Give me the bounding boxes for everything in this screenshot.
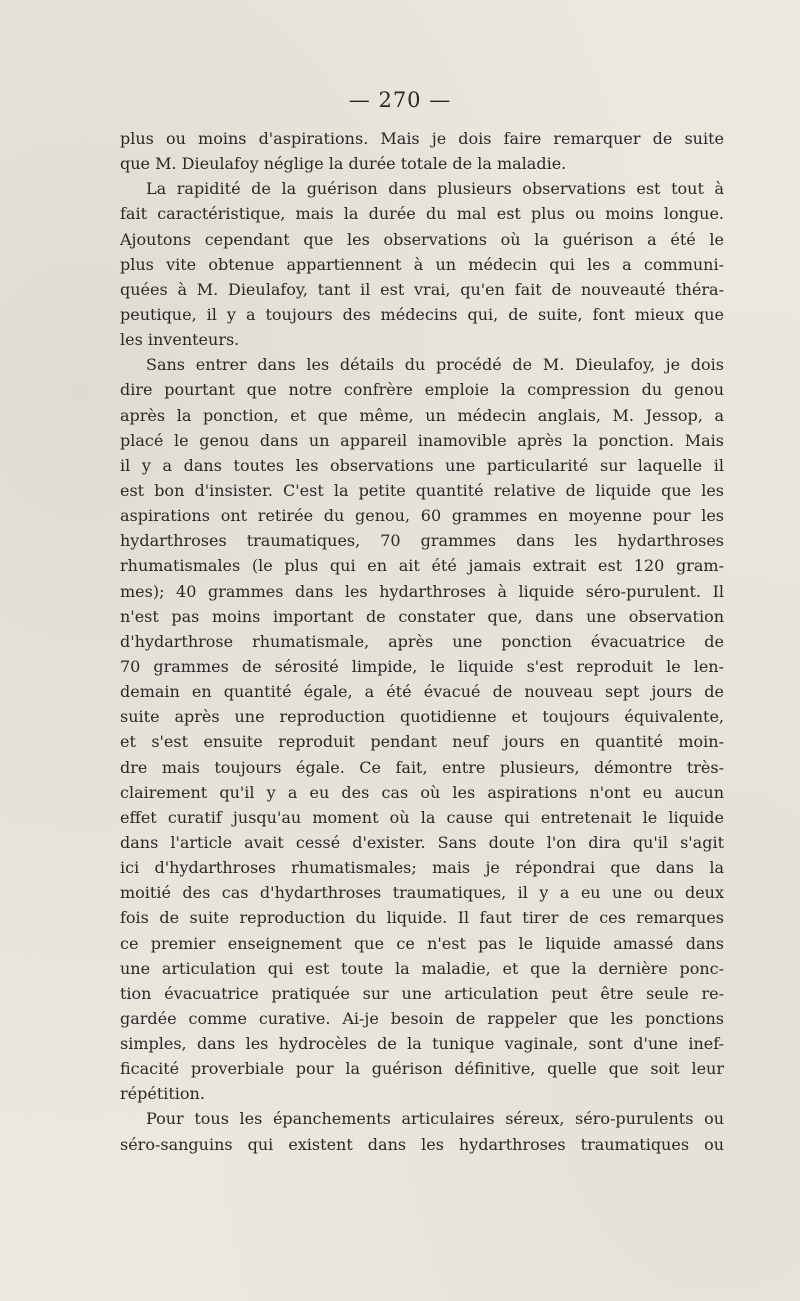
- text-line: 70 grammes de sérosité limpide, le liquide s'est reproduit le len-: [120, 656, 724, 676]
- text-line: dans l'article avait cessé d'exister. Sans doute l'on dira qu'il s'agit: [120, 832, 724, 852]
- text-line: fait caractéristique, mais la durée du mal est plus ou moins longue.: [120, 204, 724, 224]
- text-line: ficacité proverbiale pour la guérison définitive, quelle que soit leur: [120, 1059, 724, 1079]
- text-line: il y a dans toutes les observations une particularité sur laquelle il: [120, 455, 724, 475]
- text-line: demain en quantité égale, a été évacué de nouveau sept jours de: [120, 682, 724, 702]
- text-line: d'hydarthrose rhumatismale, après une ponction évacuatrice de: [120, 631, 724, 651]
- text-line: une articulation qui est toute la maladie, et que la dernière ponc-: [120, 958, 724, 978]
- text-line: dire pourtant que notre confrère emploie la compression du genou: [120, 380, 724, 400]
- text-line: dre mais toujours égale. Ce fait, entre plusieurs, démontre très-: [120, 757, 724, 777]
- text-line: est bon d'insister. C'est la petite quantité relative de liquide que les: [120, 480, 724, 500]
- page-number: — 270 —: [348, 88, 452, 112]
- text-line: rhumatismales (le plus qui en ait été jamais extrait est 120 gram-: [120, 556, 724, 576]
- text-body: [120, 126, 724, 1157]
- text-line: placé le genou dans un appareil inamovible après la ponction. Mais: [120, 430, 724, 450]
- text-line: fois de suite reproduction du liquide. Il faut tirer de ces remarques: [120, 908, 724, 928]
- text-line: n'est pas moins important de constater que, dans une observation: [120, 606, 724, 626]
- text-line: peutique, il y a toujours des médecins qui, de suite, font mieux que: [120, 304, 724, 324]
- text-line: aspirations ont retirée du genou, 60 grammes en moyenne pour les: [120, 506, 724, 526]
- text-line: Sans entrer dans les détails du procédé de M. Dieulafoy, je dois: [146, 355, 724, 375]
- text-line: moitié des cas d'hydarthroses traumatiques, il y a eu une ou deux: [120, 883, 724, 903]
- text-line: effet curatif jusqu'au moment où la cause qui entretenait le liquide: [120, 807, 724, 827]
- text-line: suite après une reproduction quotidienne et toujours équivalente,: [120, 707, 724, 727]
- text-line: Ajoutons cependant que les observations où la guérison a été le: [120, 229, 724, 249]
- text-line: plus ou moins d'aspirations. Mais je dois faire remarquer de suite: [120, 129, 724, 148]
- text-line: et s'est ensuite reproduit pendant neuf jours en quantité moin-: [120, 732, 724, 752]
- text-line: quées à M. Dieulafoy, tant il est vrai, qu'en fait de nouveauté théra-: [120, 279, 724, 299]
- text-line: La rapidité de la guérison dans plusieurs observations est tout à: [146, 179, 724, 199]
- text-line: les inventeurs.: [120, 330, 240, 350]
- text-line: simples, dans les hydrocèles de la tunique vaginale, sont d'une inef-: [120, 1034, 724, 1054]
- text-line: plus vite obtenue appartiennent à un médecin qui les a communi-: [120, 254, 724, 274]
- text-line: Pour tous les épanchements articulaires séreux, séro-purulents ou: [146, 1109, 724, 1129]
- text-line: clairement qu'il y a eu des cas où les aspirations n'ont eu aucun: [120, 782, 724, 802]
- text-line: hydarthroses traumatiques, 70 grammes dans les hydarthroses: [120, 531, 724, 551]
- text-line: que M. Dieulafoy néglige la durée totale de la maladie.: [120, 154, 567, 174]
- text-line: ce premier enseignement que ce n'est pas le liquide amassé dans: [120, 933, 724, 953]
- text-line: répétition.: [120, 1084, 205, 1104]
- text-line: gardée comme curative. Ai-je besoin de rappeler que les ponctions: [120, 1008, 724, 1028]
- text-line: tion évacuatrice pratiquée sur une articulation peut être seule re-: [120, 983, 724, 1003]
- text-line: séro-sanguins qui existent dans les hydarthroses traumatiques ou: [120, 1134, 724, 1154]
- text-line: mes); 40 grammes dans les hydarthroses à liquide séro-purulent. Il: [120, 581, 724, 601]
- text-line: ici d'hydarthroses rhumatismales; mais je répondrai que dans la: [120, 858, 724, 878]
- text-line: après la ponction, et que même, un médecin anglais, M. Jessop, a: [120, 405, 724, 425]
